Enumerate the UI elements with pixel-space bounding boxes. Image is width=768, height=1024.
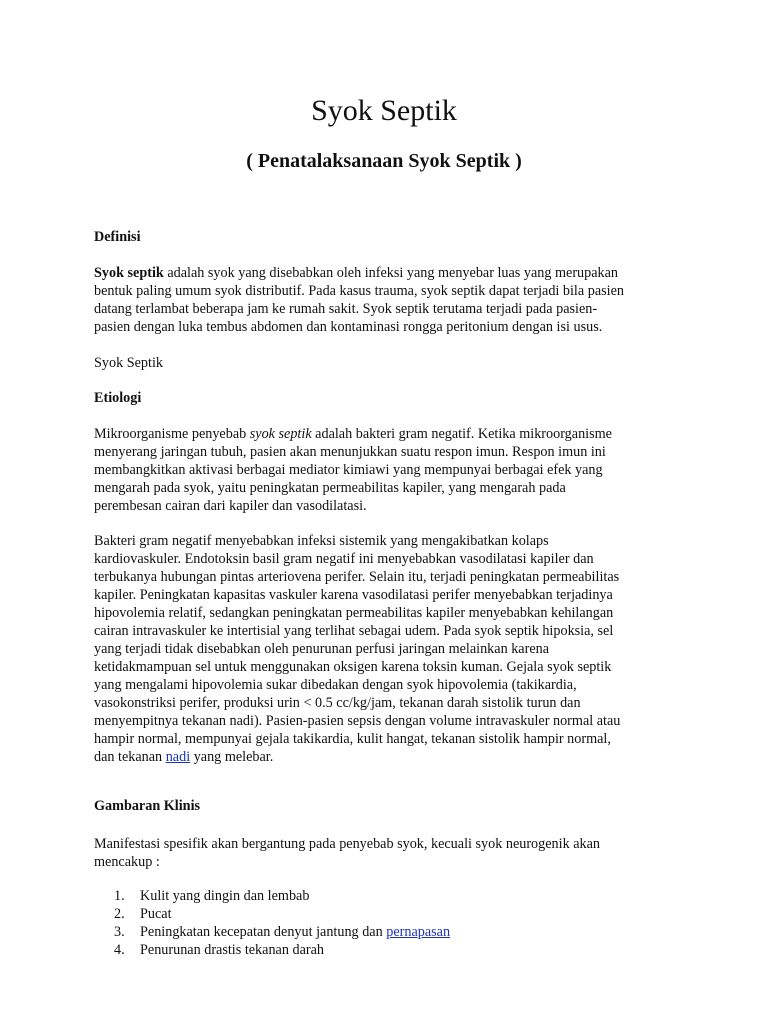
gambaran-intro-line-1: Manifestasi spesifik akan bergantung pada penyebab syok, kecuali syok neurogenik akan <box>94 836 601 852</box>
paragraph-gambaran-intro <box>94 835 694 871</box>
link-pernapasan[interactable]: pernapasan <box>386 924 451 940</box>
etiologi-p2-line-6: cairan intravaskuler ke intertisial yang terlihat sebagai udem. Pada syok septik hipoksia, sel <box>94 623 614 639</box>
etiologi-p1-line-4: mengarah pada syok, yaitu peningkatan permeabilitas kapiler, yang mengarah pada <box>94 480 566 496</box>
paragraph-etiologi-1 <box>94 425 694 515</box>
list-item-text: Kulit yang dingin dan lembab <box>140 888 310 904</box>
list-item-number: 1. <box>114 888 125 904</box>
etiologi-p2-line-4: kapiler. Peningkatan kapasitas vaskuler karena vasodilatasi perifer menyebabkan terjadinya <box>94 587 613 603</box>
etiologi-p2-line-2: kardiovaskuler. Endotoksin basil gram negatif ini menyebabkan vasodilatasi kapiler dan <box>94 551 594 567</box>
document-title: Syok Septik <box>311 94 457 127</box>
etiologi-p1-line-5: perembesan cairan dari kapiler dan vasodilatasi. <box>94 498 367 514</box>
definisi-line-3: datang terlambat beberapa jam ke rumah sakit. Syok septik terutama terjadi pada pasien- <box>94 301 598 317</box>
etiologi-p2-line-11: menyempitnya tekanan nadi). Pasien-pasien sepsis dengan volume intravaskuler normal atau <box>94 713 621 729</box>
list-item-text: Penurunan drastis tekanan darah <box>140 942 324 958</box>
etiologi-p2-line-7: yang terjadi tidak disebabkan oleh penurunan perfusi jaringan melainkan karena <box>94 641 550 657</box>
etiologi-p1-line-2: menyerang jaringan tubuh, pasien akan menunjukkan suatu respon imun. Respon imun ini <box>94 444 606 460</box>
paragraph-definisi <box>94 264 694 336</box>
etiologi-p2-line-13: dan tekanan nadi yang melebar. <box>94 749 274 765</box>
list-item <box>94 905 694 923</box>
definisi-line-2: bentuk paling umum syok distributif. Pada kasus trauma, syok septik dapat terjadi bila pasien <box>94 283 624 299</box>
etiologi-p2-line-5: hipovolemia relatif, sedangkan peningkatan permeabilitas kapiler menyebabkan kehilangan <box>94 605 614 621</box>
heading-gambaran-klinis: Gambaran Klinis <box>94 798 201 814</box>
definisi-line-1: Syok septik adalah syok yang disebabkan oleh infeksi yang menyebar luas yang merupakan <box>94 265 619 281</box>
term-syok-septik: Syok septik <box>94 265 164 281</box>
list-item <box>94 923 694 941</box>
gambaran-intro-line-2: mencakup : <box>94 854 160 870</box>
heading-definisi: Definisi <box>94 229 141 245</box>
etiologi-p1-line-1: Mikroorganisme penyebab syok septik adalah bakteri gram negatif. Ketika mikroorganisme <box>94 426 612 442</box>
heading-etiologi: Etiologi <box>94 390 142 406</box>
list-item <box>94 941 694 959</box>
list-item-number: 2. <box>114 906 125 922</box>
paragraph-etiologi-2 <box>94 532 694 766</box>
etiologi-p1-line-3: membangkitkan aktivasi berbagai mediator kimiawi yang mempunyai berbagai efek yang <box>94 462 603 478</box>
list-item-number: 4. <box>114 942 125 958</box>
etiologi-p2-line-9: yang mengalami hipovolemia sukar dibedakan dengan syok hipovolemia (takikardia, <box>94 677 577 693</box>
italic-syok-septik: syok septik <box>249 426 312 442</box>
etiologi-p2-line-1: Bakteri gram negatif menyebabkan infeksi sistemik yang mengakibatkan kolaps <box>94 533 549 549</box>
list-item-text: Pucat <box>140 906 172 922</box>
list-item-number: 3. <box>114 924 125 940</box>
link-nadi[interactable]: nadi <box>165 749 191 765</box>
etiologi-p2-line-10: vasokonstriksi perifer, produksi urin < 0.5 cc/kg/jam, tekanan darah sistolik turun dan <box>94 695 581 711</box>
list-item <box>94 887 694 905</box>
etiologi-p2-line-12: hampir normal, mempunyai gejala takikardia, kulit hangat, tekanan sistolik hampir normal, <box>94 731 611 747</box>
symptom-list <box>94 887 694 959</box>
definisi-line-4: pasien dengan luka tembus abdomen dan kontaminasi rongga peritonium dengan isi usus. <box>94 319 603 335</box>
etiologi-p2-line-3: terbukanya hubungan pintas arteriovena perifer. Selain itu, terjadi peningkatan permeabilitas <box>94 569 620 585</box>
etiologi-p2-line-8: ketidakmampuan sel untuk menggunakan oksigen karena toksin kuman. Gejala syok septik <box>94 659 612 675</box>
syok-septik-line: Syok Septik <box>94 355 163 371</box>
document-subtitle: ( Penatalaksanaan Syok Septik ) <box>246 150 522 172</box>
list-item-text: Peningkatan kecepatan denyut jantung dan <box>140 924 387 940</box>
